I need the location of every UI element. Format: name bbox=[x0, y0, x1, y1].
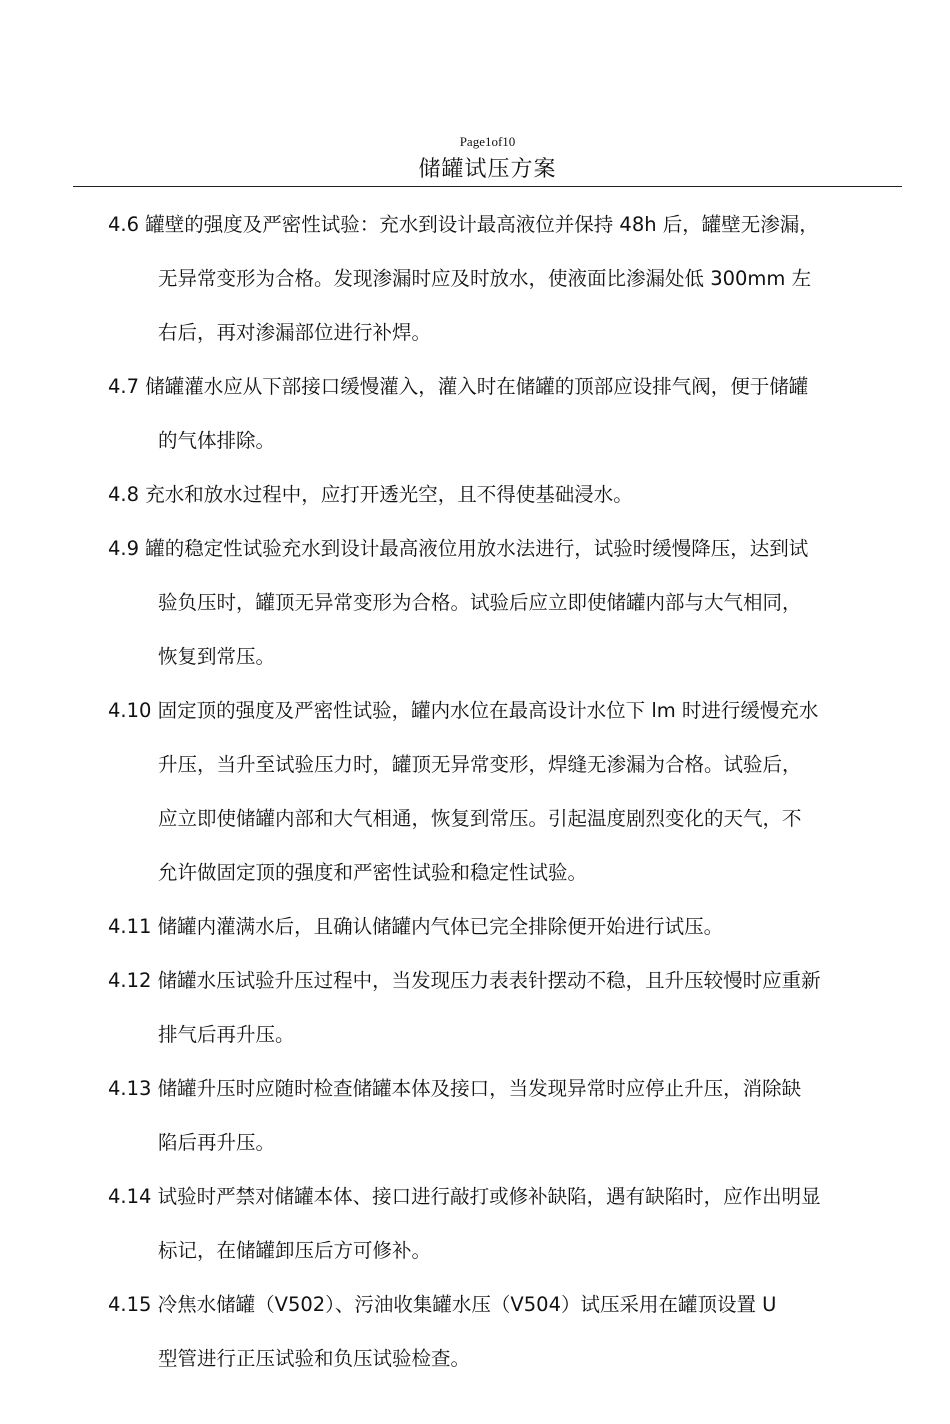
clause-line: 4.12 储罐水压试验升压过程中，当发现压力表表针摆动不稳，且升压较慢时应重新 bbox=[108, 969, 821, 992]
clause-4-8 bbox=[108, 482, 908, 508]
clause-line: 陷后再升压。 bbox=[158, 1131, 276, 1154]
clause-line: 无异常变形为合格。发现渗漏时应及时放水，使液面比渗漏处低 300mm 左 bbox=[158, 267, 812, 290]
clause-line: 4.15 冷焦水储罐（V502）、污油收集罐水压（V504）试压采用在罐顶设置 U bbox=[108, 1293, 777, 1316]
clause-line: 升压，当升至试验压力时，罐顶无异常变形，焊缝无渗漏为合格。试验后， bbox=[158, 753, 802, 776]
clause-line: 允许做固定顶的强度和严密性试验和稳定性试验。 bbox=[158, 861, 588, 884]
clause-4-12 bbox=[108, 968, 908, 1048]
page-number: Page1of10 bbox=[459, 134, 516, 149]
clause-line: 型管进行正压试验和负压试验检查。 bbox=[158, 1347, 471, 1370]
clause-line: 标记，在储罐卸压后方可修补。 bbox=[158, 1239, 432, 1262]
clause-4-10 bbox=[108, 698, 908, 886]
clause-line: 恢复到常压。 bbox=[158, 645, 276, 668]
clause-line: 排气后再升压。 bbox=[158, 1023, 295, 1046]
clause-line: 验负压时，罐顶无异常变形为合格。试验后应立即使储罐内部与大气相同， bbox=[158, 591, 802, 614]
clause-line: 4.14 试验时严禁对储罐本体、接口进行敲打或修补缺陷，遇有缺陷时，应作出明显 bbox=[108, 1185, 821, 1208]
clause-line: 4.11 储罐内灌满水后，且确认储罐内气体已完全排除便开始进行试压。 bbox=[108, 915, 724, 938]
clause-line: 4.7 储罐灌水应从下部接口缓慢灌入，灌入时在储罐的顶部应设排气阀，便于储罐 bbox=[108, 375, 809, 398]
document-body bbox=[108, 212, 908, 1400]
clause-4-14 bbox=[108, 1184, 908, 1264]
clause-4-15 bbox=[108, 1292, 908, 1372]
clause-line: 4.9 罐的稳定性试验充水到设计最高液位用放水法进行，试验时缓慢降压，达到试 bbox=[108, 537, 809, 560]
clause-4-9 bbox=[108, 536, 908, 670]
clause-line: 4.8 充水和放水过程中，应打开透光空，且不得使基础浸水。 bbox=[108, 483, 633, 506]
clause-4-7 bbox=[108, 374, 908, 454]
clause-line: 应立即使储罐内部和大气相通，恢复到常压。引起温度剧烈变化的天气，不 bbox=[158, 807, 802, 830]
clause-line: 4.10 固定顶的强度及严密性试验，罐内水位在最高设计水位下 lm 时进行缓慢充水 bbox=[108, 699, 819, 722]
clause-4-11 bbox=[108, 914, 908, 940]
clause-line: 右后，再对渗漏部位进行补焊。 bbox=[158, 321, 432, 344]
clause-line: 的气体排除。 bbox=[158, 429, 276, 452]
page-header bbox=[73, 132, 902, 187]
clause-4-6 bbox=[108, 212, 908, 346]
clause-line: 4.6 罐壁的强度及严密性试验：充水到设计最高液位并保持 48h 后，罐壁无渗漏， bbox=[108, 213, 819, 236]
clause-4-13 bbox=[108, 1076, 908, 1156]
page-title: 储罐试压方案 bbox=[418, 157, 557, 182]
clause-line: 4.13 储罐升压时应随时检查储罐本体及接口，当发现异常时应停止升压，消除缺 bbox=[108, 1077, 802, 1100]
